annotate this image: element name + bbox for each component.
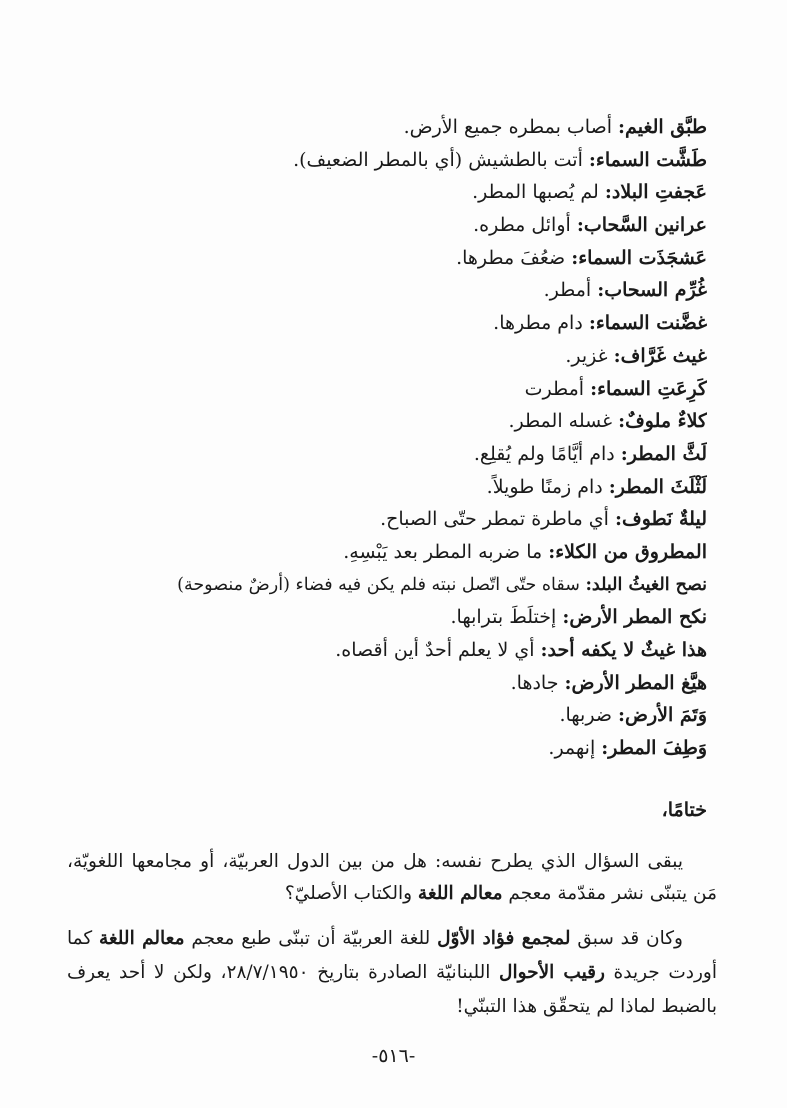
newspaper-name: رقيب الأحوال xyxy=(499,962,605,983)
entry-term: كَرِعَتِ السماء: xyxy=(590,377,707,400)
paragraph-run: يبقى السؤال الذي يطرح نفسه: هل من بين الدول العربيّة، أو مجامعها اللغويّة، مَن يتبنّى نشر مقدّمة معجم xyxy=(67,851,717,904)
glossary-entry xyxy=(47,176,707,209)
entry-definition: إختلَطَ بترابها. xyxy=(450,606,563,629)
entry-term: هيَّغ المطر الأرض: xyxy=(564,671,707,694)
glossary-entry xyxy=(47,601,707,634)
entry-term: طبَّق الغيم: xyxy=(618,116,707,138)
entry-term: لَثْلَثَ المطر: xyxy=(608,475,707,498)
entry-definition: أمطرت xyxy=(524,377,591,400)
entry-definition: دام زمنًا طويلاً. xyxy=(486,475,609,498)
closing-paragraph-1 xyxy=(67,846,717,910)
closing-paragraph-2 xyxy=(67,922,717,1024)
entry-definition: إنهمر. xyxy=(548,737,602,760)
entry-definition: سقاه حتّى اتّصل نبته فلم يكن فيه فضاء (أرضٌ منصوحة) xyxy=(177,574,586,595)
paragraph-text xyxy=(67,846,717,910)
entry-term: هذا غيثٌ لا يكفه أحد: xyxy=(540,639,707,661)
paragraph-run: اللبنانيّة الصادرة بتاريخ ٢٨/٧/١٩٥٠، ولكن لا أحد يعرف بالضبط لماذا لم يتحقّق هذا التبنّي! xyxy=(67,962,717,1017)
glossary-entry xyxy=(47,373,707,406)
glossary-entry xyxy=(47,274,707,307)
entry-term: وَتَمَ الأرض: xyxy=(618,704,707,727)
glossary-entry xyxy=(47,699,707,732)
entry-definition: أوائل مطره. xyxy=(473,214,577,237)
entry-definition: أتت بالطشيش (أي بالمطر الضعيف). xyxy=(293,148,589,171)
entry-term: عرانين السَّحاب: xyxy=(576,214,707,237)
entry-definition: غزير. xyxy=(565,344,614,367)
paragraph-run: للغة العربيّة أن تبنّى طبع معجم xyxy=(184,928,438,949)
section-heading: ختامًا، xyxy=(661,799,707,821)
entry-term: غُرِّم السحاب: xyxy=(597,279,707,302)
paragraph-text xyxy=(67,922,717,1024)
glossary-entry xyxy=(47,634,707,667)
entry-term: غضَّنت السماء: xyxy=(588,312,707,335)
entry-term: ليلةٌ نَطوف: xyxy=(614,508,707,531)
glossary-entry xyxy=(47,340,707,373)
entry-definition: جادها. xyxy=(510,671,565,694)
glossary-entry xyxy=(47,667,707,700)
entry-term: وَطِفَ المطر: xyxy=(601,737,707,760)
entry-definition: ما ضربه المطر بعد يَبْسِهِ. xyxy=(343,540,549,563)
entry-definition: دام مطرها. xyxy=(493,312,589,335)
glossary-entry xyxy=(47,732,707,765)
entry-definition: غسله المطر. xyxy=(508,410,619,433)
glossary-entry xyxy=(47,438,707,471)
entry-definition: أصاب بمطره جميع الأرض. xyxy=(403,116,619,138)
entry-term: غيث غَرَّاف: xyxy=(613,344,707,367)
entry-definition: ضربها. xyxy=(559,704,618,727)
entry-definition: أي لا يعلم أحدٌ أين أقصاه. xyxy=(335,639,541,661)
dictionary-title: معالم اللغة xyxy=(98,928,185,949)
glossary-entry xyxy=(47,242,707,275)
entry-term: نكح المطر الأرض: xyxy=(562,606,707,629)
paragraph-run: وكان قد سبق xyxy=(570,928,683,949)
glossary-entry xyxy=(47,503,707,536)
glossary-entry xyxy=(47,209,707,242)
paragraph-run: والكتاب الأصليّ؟ xyxy=(284,883,418,904)
glossary-list xyxy=(47,111,707,765)
glossary-entry xyxy=(47,307,707,340)
glossary-entry xyxy=(47,569,707,602)
academy-name: لمجمع فؤاد الأوّل xyxy=(437,928,571,949)
entry-term: لَثَّ المطر: xyxy=(620,442,707,465)
entry-term: عَجفتِ البلاد: xyxy=(604,181,707,204)
dictionary-title: معالم اللغة xyxy=(417,883,503,904)
entry-term: كلاءٌ ملوفٌ: xyxy=(618,410,707,433)
entry-definition: دام أيَّامًا ولم يُقلِع. xyxy=(473,442,621,465)
entry-term: عَشجَذَت السماء: xyxy=(571,246,707,269)
entry-definition: لم يُصبها المطر. xyxy=(472,181,605,204)
glossary-entry xyxy=(47,405,707,438)
glossary-entry xyxy=(47,536,707,569)
entry-term: طَشَّت السماء: xyxy=(588,148,707,171)
glossary-entry xyxy=(47,144,707,177)
entry-definition: أمطر. xyxy=(543,279,598,302)
entry-definition: أي ماطرة تمطر حتّى الصباح. xyxy=(380,508,615,531)
entry-term: المطروق من الكلاء: xyxy=(548,540,707,563)
entry-term: نصح الغيثُ البلد: xyxy=(585,574,707,595)
entry-definition: ضعُفَ مطرها. xyxy=(456,246,572,269)
glossary-entry xyxy=(47,471,707,504)
glossary-entry xyxy=(47,111,707,144)
page-number: -٥١٦- xyxy=(371,1045,416,1067)
paragraph-run: كما أوردت جريدة xyxy=(67,928,717,983)
